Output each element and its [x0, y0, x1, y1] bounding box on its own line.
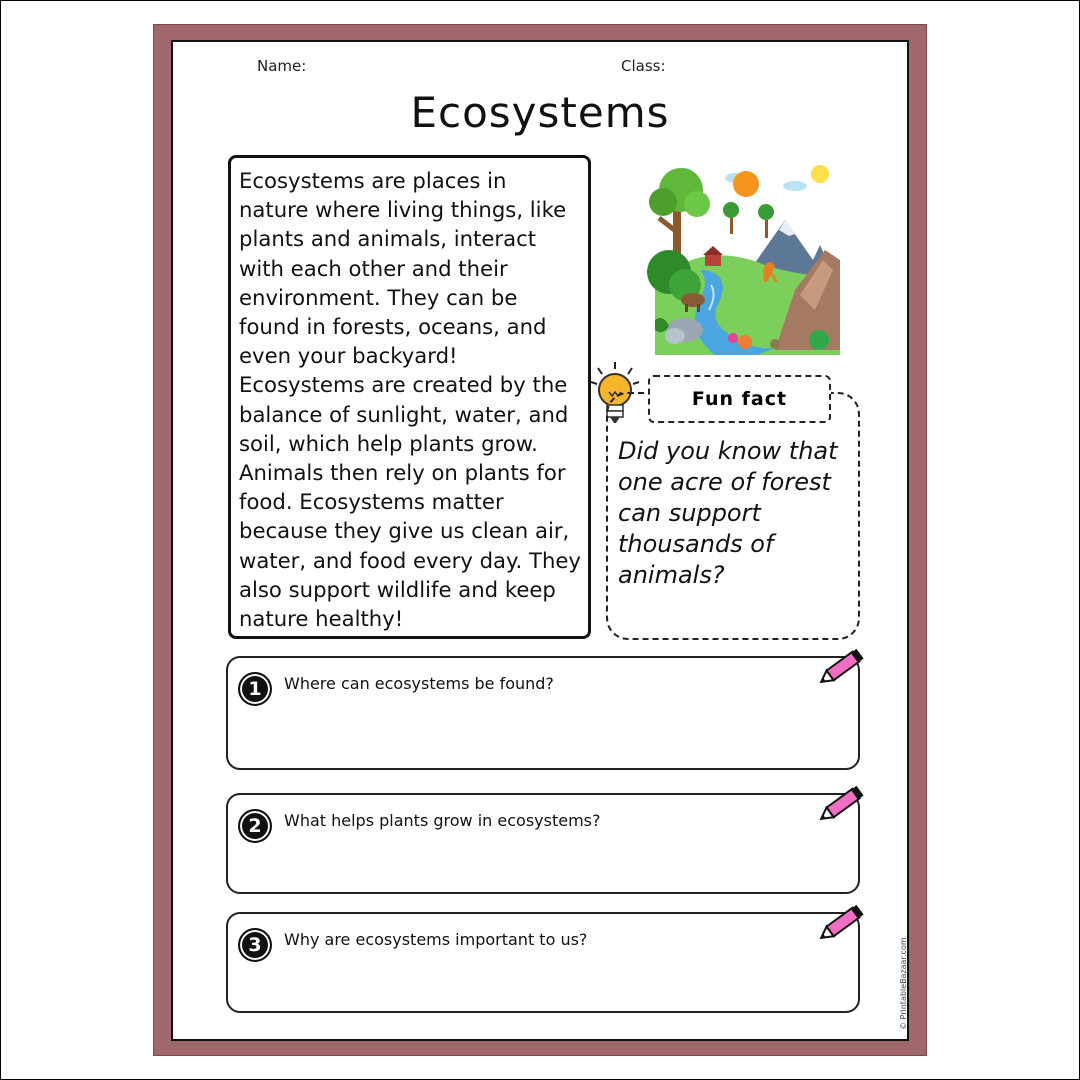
question-1-answer-box[interactable]: [226, 656, 860, 770]
question-number-badge: 2: [238, 809, 272, 843]
class-label: Class:: [621, 57, 666, 75]
question-number-badge: 1: [238, 672, 272, 706]
pencil-icon: [814, 644, 870, 692]
copyright-text: © PrintableBazaar.com: [899, 937, 908, 1030]
pencil-icon: [814, 781, 870, 829]
question-text: Where can ecosystems be found?: [284, 674, 554, 693]
question-number-badge: 3: [238, 928, 272, 962]
question-text: Why are ecosystems important to us?: [284, 930, 588, 949]
fun-fact-text: Did you know that one acre of forest can support thousands of animals?: [618, 437, 838, 589]
ecosystem-illustration: [645, 160, 840, 355]
pencil-icon: [814, 900, 870, 948]
reading-text: Ecosystems are places in nature where living things, like plants and animals, interact with each other and their environment. They can be found in forests, oceans, and even your backyard! Ecosystems are created by the balance of sunlight, water, and soil, which help plants grow. Animals then rely on plants for food. Ecosystems matter because they give us clean air, water, and food every day. They also support wildlife and keep nature healthy!: [239, 168, 581, 632]
question-2-answer-box[interactable]: [226, 793, 860, 894]
page-title: Ecosystems: [410, 88, 670, 137]
name-label: Name:: [257, 57, 307, 75]
question-text: What helps plants grow in ecosystems?: [284, 811, 601, 830]
question-3-answer-box[interactable]: [226, 912, 860, 1013]
fun-fact-label: Fun fact: [648, 375, 831, 423]
reading-passage: [228, 155, 591, 639]
